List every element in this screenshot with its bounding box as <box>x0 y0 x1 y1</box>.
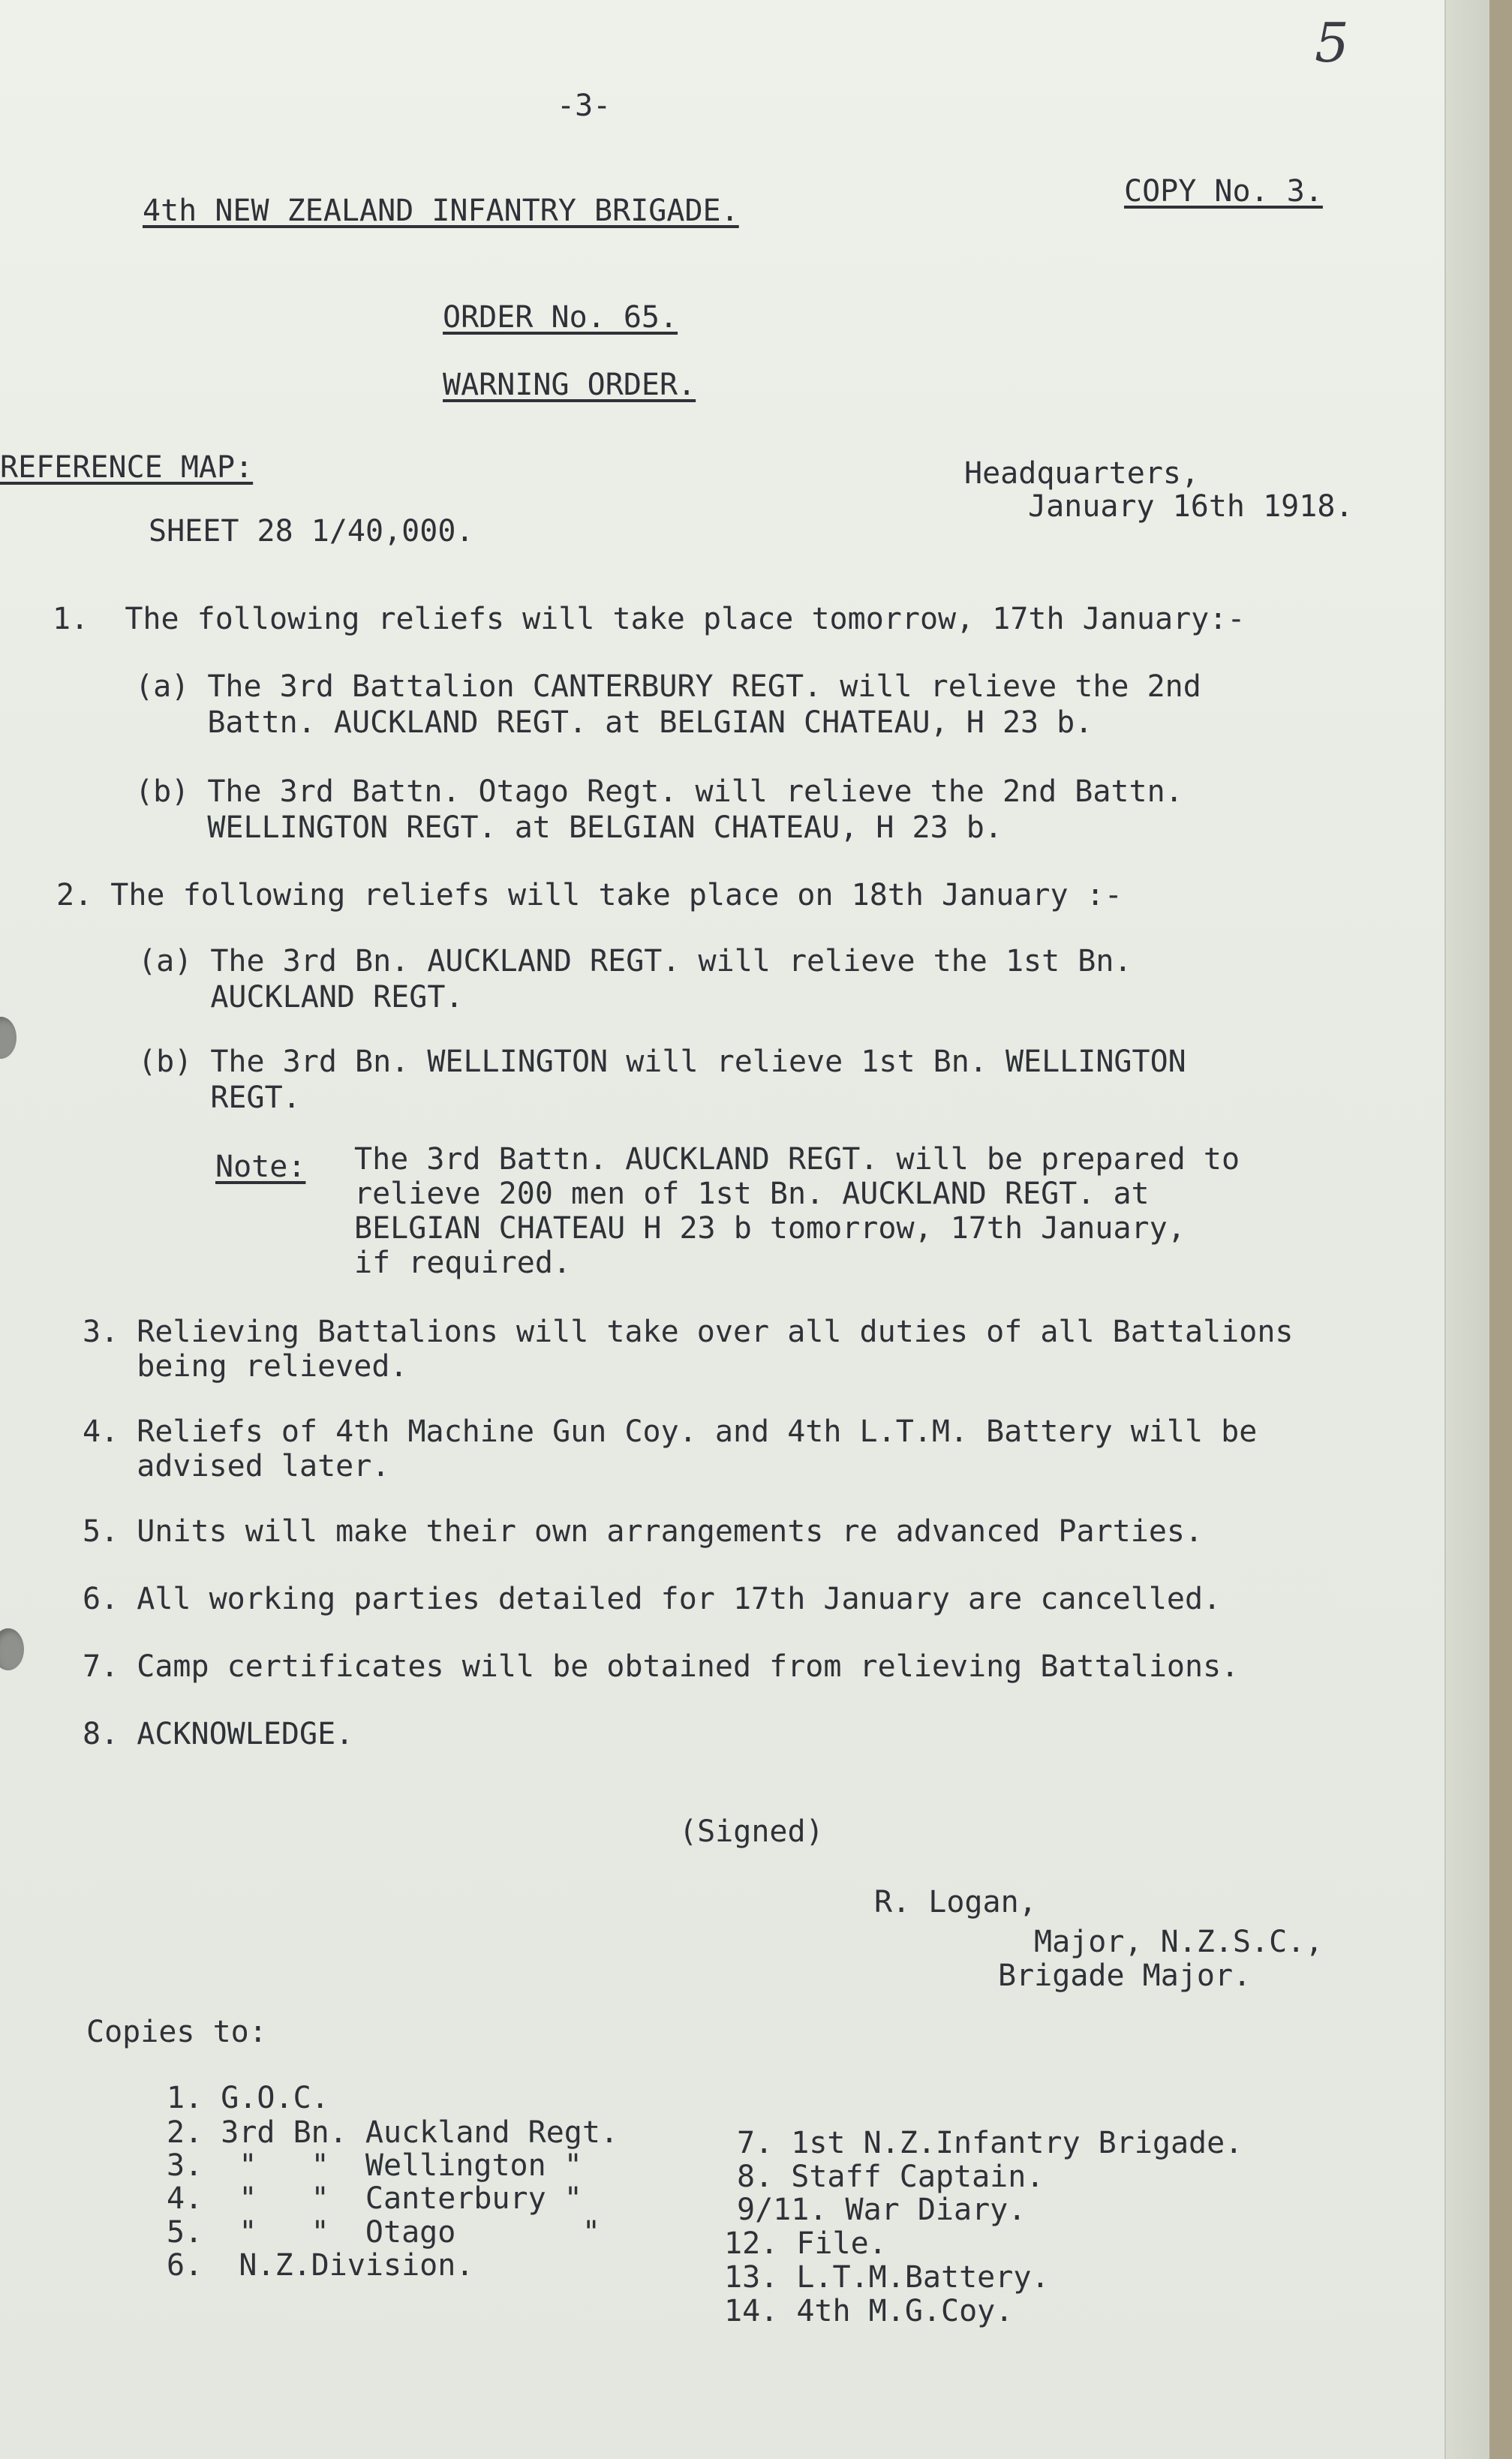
copies-left-item: 4. " " Canterbury " <box>167 2181 582 2216</box>
copies-right-item: 12. File. <box>724 2226 887 2261</box>
map-sheet: SHEET 28 1/40,000. <box>149 514 474 549</box>
paragraph-2a-line-2: AUCKLAND REGT. <box>138 980 464 1015</box>
note-line-2: relieve 200 men of 1st Bn. AUCKLAND REGT. at <box>354 1177 1150 1211</box>
note-line-1: The 3rd Battn. AUCKLAND REGT. will be prepared to <box>354 1142 1240 1177</box>
paragraph-1a-line-1: (a) The 3rd Battalion CANTERBURY REGT. will relieve the 2nd <box>135 669 1201 704</box>
paragraph-6: 6. All working parties detailed for 17th January are cancelled. <box>83 1582 1222 1616</box>
paragraph-1b-line-1: (b) The 3rd Battn. Otago Regt. will relieve the 2nd Battn. <box>135 774 1183 809</box>
paragraph-2b-line-1: (b) The 3rd Bn. WELLINGTON will relieve 1st Bn. WELLINGTON <box>138 1045 1186 1079</box>
paragraph-7: 7. Camp certificates will be obtained from relieving Battalions. <box>83 1649 1240 1684</box>
order-number: ORDER No. 65. <box>443 300 678 335</box>
order-date: January 16th 1918. <box>1028 489 1354 524</box>
copies-right-item: 8. Staff Captain. <box>737 2160 1045 2194</box>
page-marker: -3- <box>557 89 612 123</box>
note-line-4: if required. <box>354 1246 571 1280</box>
signatory-role: Brigade Major. <box>998 1958 1252 1993</box>
paragraph-8: 8. ACKNOWLEDGE. <box>83 1717 354 1751</box>
copies-left-item: 5. " " Otago " <box>167 2215 600 2250</box>
headquarters: Headquarters, <box>964 456 1200 491</box>
note-line-3: BELGIAN CHATEAU H 23 b tomorrow, 17th January, <box>354 1211 1186 1246</box>
reference-map-label: REFERENCE MAP: <box>0 450 254 485</box>
copies-left-item: 1. G.O.C. <box>167 2081 329 2115</box>
copies-right-item: 9/11. War Diary. <box>737 2193 1027 2227</box>
copies-right-item: 14. 4th M.G.Coy. <box>724 2294 1014 2328</box>
signed-mark: (Signed) <box>679 1814 824 1849</box>
paragraph-3-line-1: 3. Relieving Battalions will take over all duties of all Battalions <box>83 1315 1294 1349</box>
copies-right-item: 13. L.T.M.Battery. <box>724 2260 1050 2295</box>
paragraph-1b-line-2: WELLINGTON REGT. at BELGIAN CHATEAU, H 23 b. <box>135 810 1002 845</box>
handwritten-page-number: 5 <box>1315 11 1349 74</box>
brigade-heading: 4th NEW ZEALAND INFANTRY BRIGADE. <box>143 194 739 228</box>
paragraph-2b-line-2: REGT. <box>138 1081 301 1115</box>
signatory-name: R. Logan, <box>874 1885 1037 1919</box>
copies-left-item: 3. " " Wellington " <box>167 2148 582 2183</box>
note-label: Note: <box>215 1150 306 1184</box>
copies-left-item: 6. N.Z.Division. <box>167 2248 474 2283</box>
paragraph-3-line-2: being relieved. <box>83 1349 408 1384</box>
folder-edge <box>1489 0 1512 2459</box>
paragraph-1a-line-2: Battn. AUCKLAND REGT. at BELGIAN CHATEAU, H 23 b. <box>135 705 1093 740</box>
paragraph-4-line-1: 4. Reliefs of 4th Machine Gun Coy. and 4th L.T.M. Battery will be <box>83 1414 1258 1449</box>
underlying-page-edge <box>1444 0 1491 2459</box>
order-type: WARNING ORDER. <box>443 368 696 402</box>
paragraph-5: 5. Units will make their own arrangements re advanced Parties. <box>83 1514 1204 1549</box>
paragraph-2a-line-1: (a) The 3rd Bn. AUCKLAND REGT. will relieve the 1st Bn. <box>138 944 1132 978</box>
copies-right-item: 7. 1st N.Z.Infantry Brigade. <box>737 2126 1243 2160</box>
copy-number: COPY No. 3. <box>1124 174 1323 209</box>
copies-left-item: 2. 3rd Bn. Auckland Regt. <box>167 2115 619 2150</box>
copies-label: Copies to: <box>86 2015 267 2049</box>
paragraph-4-line-2: advised later. <box>83 1449 390 1484</box>
paragraph-2: 2. The following reliefs will take place on 18th January :- <box>56 878 1123 912</box>
signatory-rank: Major, N.Z.S.C., <box>1034 1925 1324 1959</box>
paragraph-1: 1. The following reliefs will take place tomorrow, 17th January:- <box>53 602 1246 636</box>
